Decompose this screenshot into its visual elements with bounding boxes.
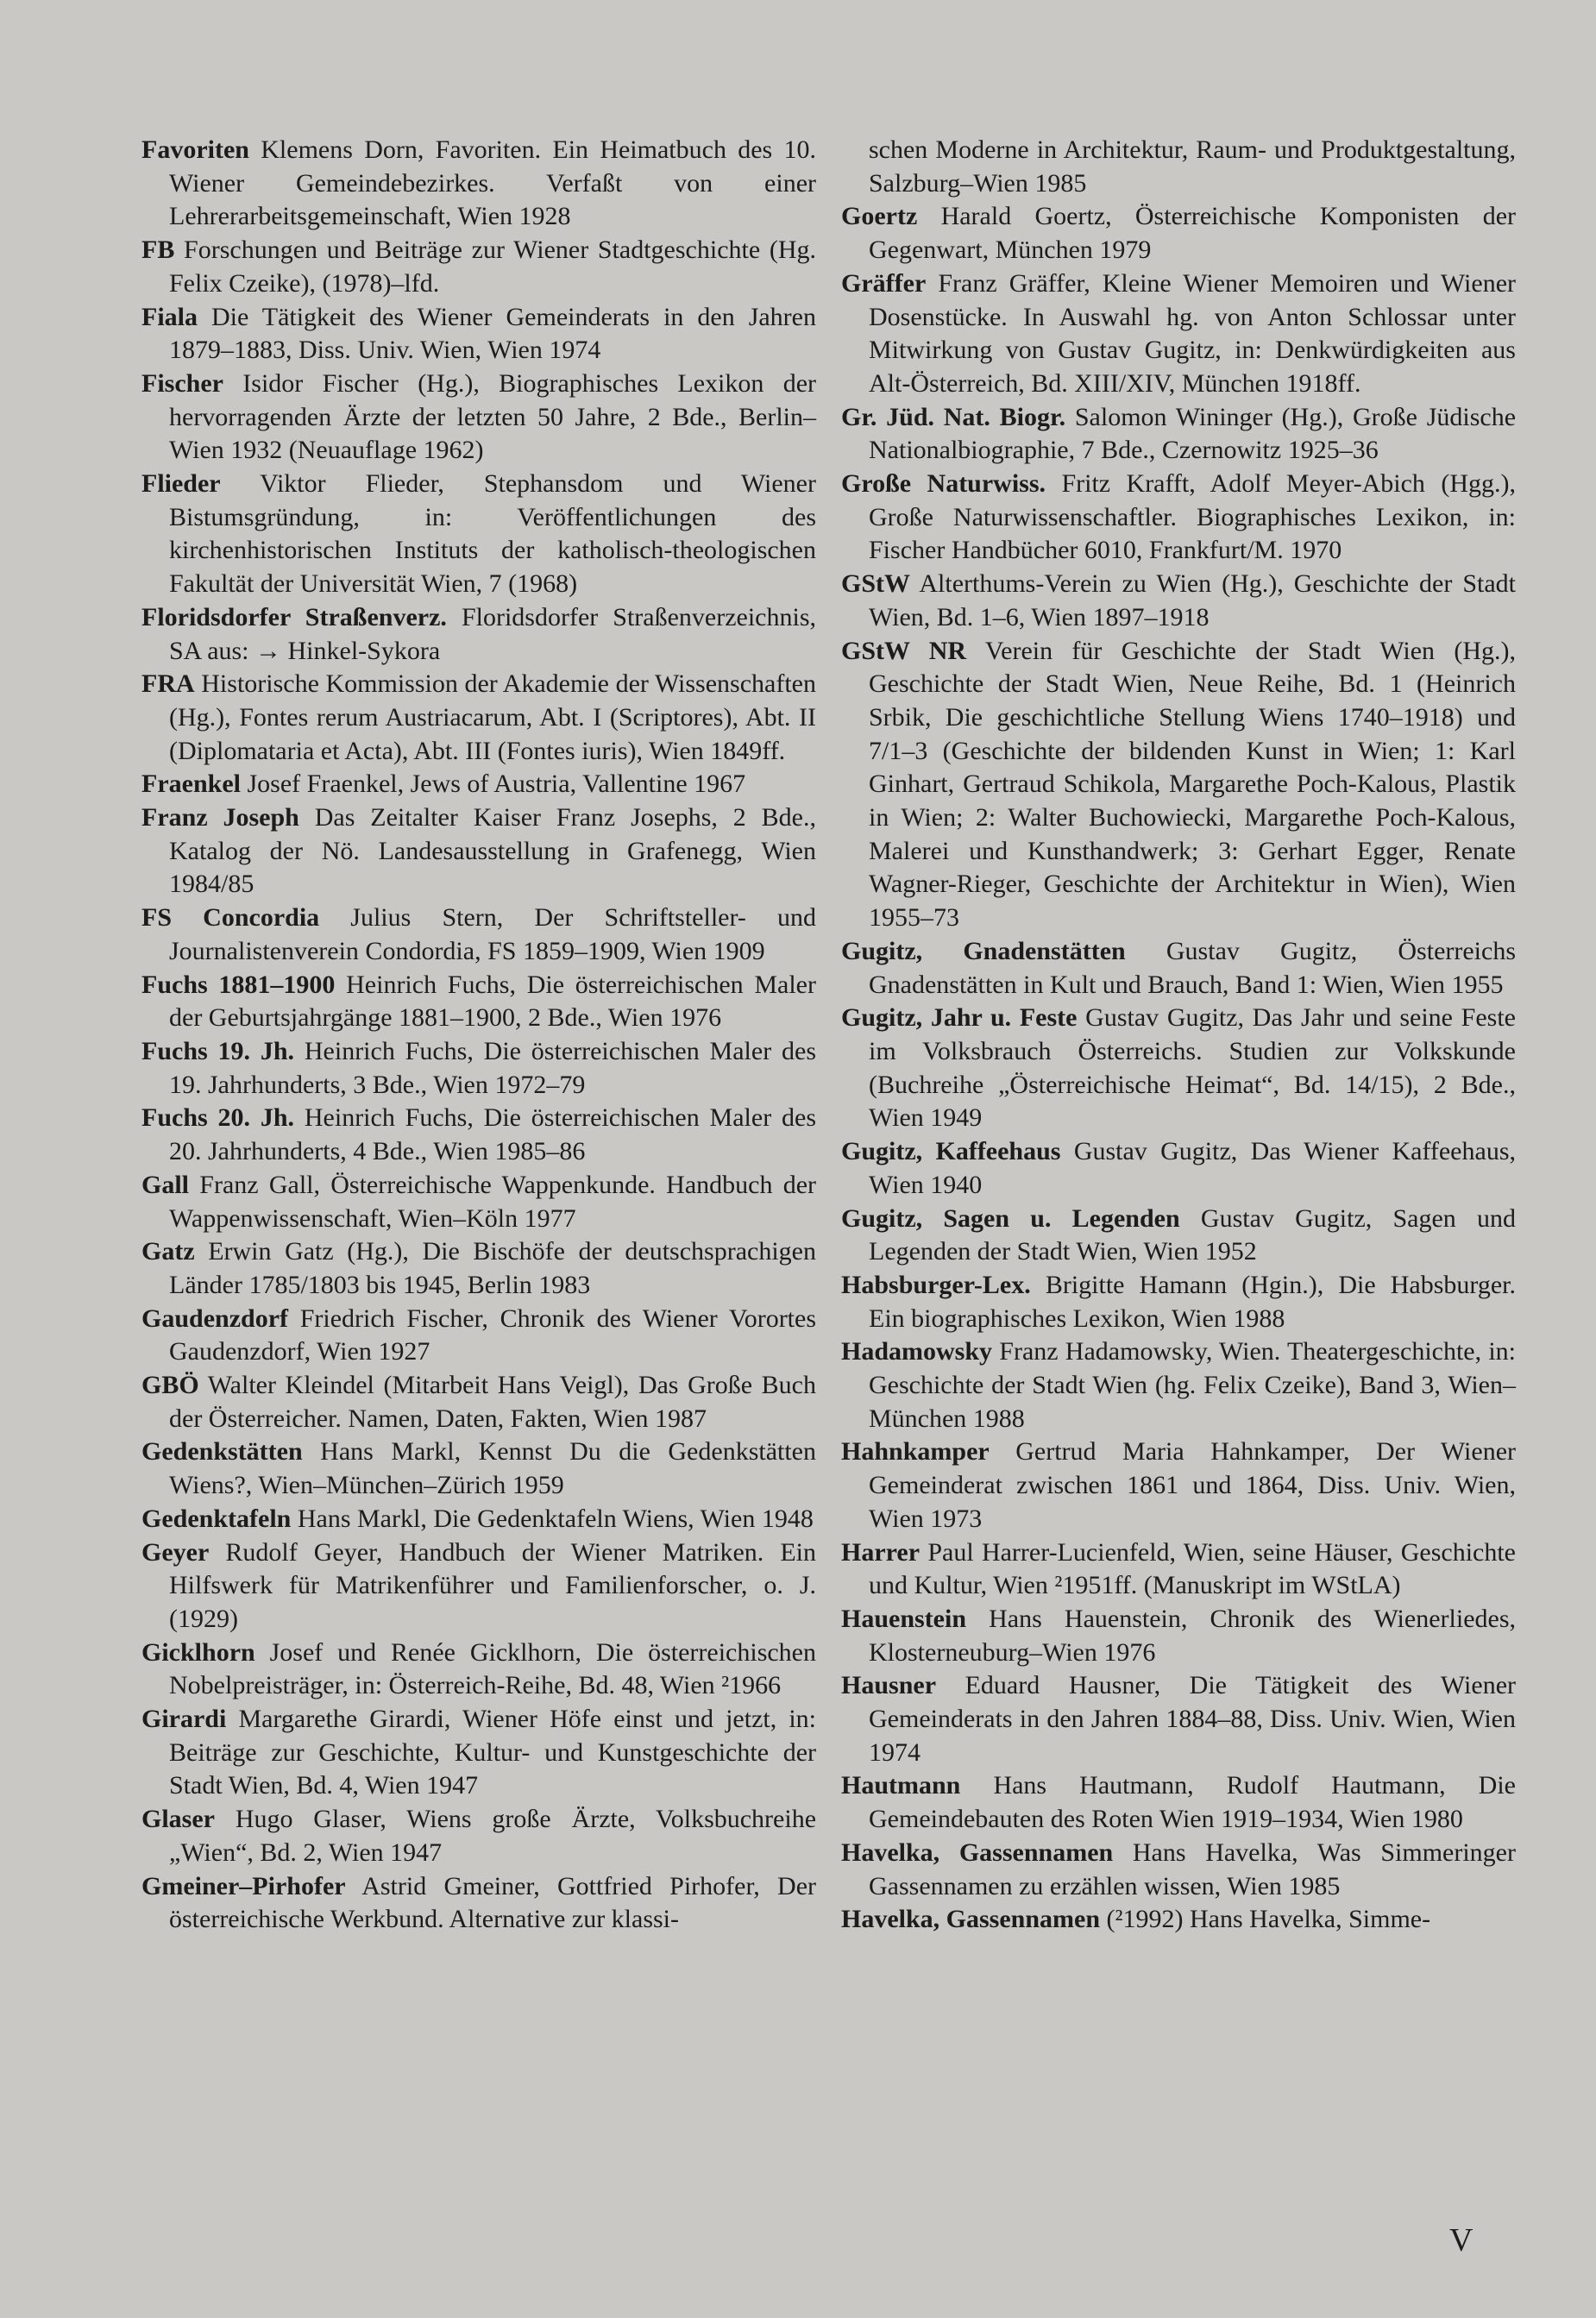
bibliography-entry	[141, 234, 816, 300]
entry-term: Floridsdorfer Straßenverz.	[141, 602, 447, 631]
bibliography-entry	[141, 668, 816, 768]
bibliography-entry	[841, 267, 1516, 401]
entry-term: Hadamowsky	[841, 1337, 993, 1366]
bibliography-entry	[841, 635, 1516, 935]
bibliography-entry	[141, 1102, 816, 1168]
bibliography-entry	[841, 1435, 1516, 1536]
entry-text: Fritz Krafft, Adolf Meyer-Abich (Hgg.), Große Naturwissenschaftler. Biographisches Lexikon, in: Fischer Handbücher 6010, Frankfurt/M. 1970	[869, 469, 1516, 565]
entry-text: Hugo Glaser, Wiens große Ärzte, Volksbuchreihe „Wien“, Bd. 2, Wien 1947	[169, 1805, 817, 1867]
entry-text: Walter Kleindel (Mitarbeit Hans Veigl), Das Große Buch der Österreicher. Namen, Daten, Fakten, Wien 1987	[169, 1371, 816, 1433]
entry-term: Gatz	[141, 1237, 195, 1266]
bibliography-entry	[841, 134, 1516, 200]
entry-term: Fuchs 1881–1900	[141, 970, 336, 999]
entry-term: Gaudenzdorf	[141, 1303, 289, 1333]
entry-text: Hans Hautmann, Rudolf Hautmann, Die Gemeindebauten des Roten Wien 1919–1934, Wien 1980	[869, 1771, 1516, 1834]
bibliography-entry	[141, 901, 816, 968]
bibliography-entry	[141, 1636, 816, 1703]
bibliography-entry	[141, 301, 816, 367]
entry-term: Fuchs 19. Jh.	[141, 1036, 295, 1065]
entry-term: Harrer	[841, 1537, 921, 1567]
entry-text: Salomon Wininger (Hg.), Große Jüdische Nationalbiographie, 7 Bde., Czernowitz 1925–36	[869, 402, 1517, 465]
bibliography-entry	[841, 1335, 1516, 1435]
entry-text: Heinrich Fuchs, Die österreichischen Maler des 20. Jahrhunderts, 4 Bde., Wien 1985–86	[169, 1103, 817, 1166]
entry-term: FB	[141, 236, 175, 265]
entry-text: Historische Kommission der Akademie der Wissenschaften (Hg.), Fontes rerum Austriacarum, Abt. I (Scriptores), Abt. II (Diplomataria et Acta), Abt. III (Fontes iuris), Wien 1849ff.	[169, 669, 816, 765]
entry-term: Hausner	[841, 1671, 937, 1700]
bibliography-entry	[141, 367, 816, 468]
entry-text: Gustav Gugitz, Österreichs Gnadenstätten in Kult und Brauch, Band 1: Wien, Wien 1955	[869, 936, 1517, 999]
entry-text: Astrid Gmeiner, Gottfried Pirhofer, Der österreichische Werkbund. Alternative zur klassi-	[169, 1871, 816, 1934]
bibliography-entry	[841, 1269, 1516, 1335]
bibliography-entry	[141, 1035, 816, 1102]
entry-text: Harald Goertz, Österreichische Komponisten der Gegenwart, München 1979	[869, 202, 1517, 265]
entry-text: Gustav Gugitz, Sagen und Legenden der Stadt Wien, Wien 1952	[869, 1203, 1516, 1266]
entry-text: Heinrich Fuchs, Die österreichischen Maler der Geburtsjahrgänge 1881–1900, 2 Bde., Wien 1976	[169, 970, 816, 1033]
entry-text: Alterthums-Verein zu Wien (Hg.), Geschichte der Stadt Wien, Bd. 1–6, Wien 1897–1918	[869, 569, 1516, 631]
entry-text: Josef und Renée Gicklhorn, Die österreichischen Nobelpreisträger, in: Österreich-Reihe, Bd. 48, Wien ²1966	[169, 1637, 817, 1700]
entry-text: Julius Stern, Der Schriftsteller- und Journalistenverein Condordia, FS 1859–1909, Wien 1909	[169, 903, 817, 965]
entry-text: Floridsdorfer Straßenverzeichnis, SA aus: → Hinkel-Sykora	[169, 602, 817, 665]
bibliography-entry	[841, 1769, 1516, 1836]
bibliography-entry	[141, 969, 816, 1035]
entry-term: Fiala	[141, 302, 198, 331]
entry-term: Fraenkel	[141, 770, 241, 799]
entry-term: Hahnkamper	[841, 1437, 990, 1467]
entry-term: FRA	[141, 669, 195, 699]
entry-term: FS Concordia	[141, 903, 320, 933]
entry-text: Franz Gräffer, Kleine Wiener Memoiren und Wiener Dosenstücke. In Auswahl hg. von Anton Schlossar unter Mitwirkung von Gustav Gugitz, in: Denkwürdigkeiten aus Alt-Österreich, Bd. XIII/XIV, München 1918ff.	[869, 268, 1516, 398]
bibliography-entry	[141, 1536, 816, 1636]
bibliography-entry	[841, 200, 1516, 267]
entry-term: GBÖ	[141, 1371, 199, 1400]
entry-text: Gustav Gugitz, Das Wiener Kaffeehaus, Wien 1940	[869, 1137, 1516, 1199]
bibliography-entry	[141, 1303, 816, 1369]
left-column	[141, 134, 816, 1937]
entry-term: Gugitz, Gnadenstätten	[841, 936, 1126, 965]
entry-term: Gr. Jüd. Nat. Biogr.	[841, 402, 1066, 431]
entry-text: Franz Gall, Österreichische Wappenkunde. Handbuch der Wappenwissenschaft, Wien–Köln 1977	[169, 1170, 817, 1233]
bibliography-entry	[141, 768, 816, 801]
entry-text: Brigitte Hamann (Hgin.), Die Habsburger. Ein biographisches Lexikon, Wien 1988	[869, 1270, 1516, 1333]
entry-term: Glaser	[141, 1805, 215, 1834]
entry-text: Viktor Flieder, Stephansdom und Wiener Bistumsgründung, in: Veröffentlichungen des kirchenhistorischen Instituts der katholisch-theologischen Fakultät der Universität Wien, 7 (1968)	[169, 469, 816, 599]
bibliography-entry	[141, 1803, 816, 1869]
entry-text: Rudolf Geyer, Handbuch der Wiener Matriken. Ein Hilfswerk für Matrikenführer und Familienforscher, o. J. (1929)	[169, 1537, 816, 1633]
bibliography-entry	[141, 801, 816, 901]
entry-text: Gustav Gugitz, Das Jahr und seine Feste im Volksbrauch Österreichs. Studien zur Volkskunde (Buchreihe „Österreichische Heimat“, Bd. 14/15), 2 Bde., Wien 1949	[869, 1003, 1516, 1133]
bibliography-entry	[841, 1669, 1516, 1769]
entry-text: Hans Markl, Kennst Du die Gedenkstätten Wiens?, Wien–München–Zürich 1959	[169, 1437, 817, 1500]
page-number: V	[1449, 2222, 1473, 2258]
entry-term: Gall	[141, 1170, 190, 1199]
entry-term: Gugitz, Sagen u. Legenden	[841, 1203, 1180, 1233]
bibliography-entry	[141, 1235, 816, 1302]
bibliography-entry	[841, 1203, 1516, 1269]
bibliography-entry	[841, 568, 1516, 634]
entry-term: Havelka, Gassennamen	[841, 1837, 1114, 1867]
bibliography-entry	[141, 468, 816, 601]
bibliography-entry	[141, 134, 816, 234]
entry-term: Geyer	[141, 1537, 210, 1567]
entry-term: Goertz	[841, 202, 918, 231]
entry-text: Hans Markl, Die Gedenktafeln Wiens, Wien 1948	[297, 1504, 814, 1533]
right-column	[841, 134, 1516, 1937]
bibliography-entry	[841, 1837, 1516, 1903]
entry-term: GStW	[841, 569, 911, 599]
entry-term: Gedenkstätten	[141, 1437, 303, 1467]
bibliography-entry	[841, 1603, 1516, 1669]
bibliography-entry	[841, 1002, 1516, 1135]
entry-term: Gugitz, Kaffeehaus	[841, 1137, 1061, 1166]
entry-text: Paul Harrer-Lucienfeld, Wien, seine Häuser, Geschichte und Kultur, Wien ²1951ff. (Manuskript im WStLA)	[869, 1537, 1517, 1600]
entry-text: Verein für Geschichte der Stadt Wien (Hg.), Geschichte der Stadt Wien, Neue Reihe, Bd. 1 (Heinrich Srbik, Die geschichtliche Stellung Wiens 1740–1918) und 7/1–3 (Geschichte der bildenden Kunst in Wien; 1: Karl Ginhart, Gertraud Schikola, Margarethe Poch-Kalous, Plastik in Wien; 2: Walter Buchowiecki, Margarethe Poch-Kalous, Malerei und Kunsthandwerk; 3: Gerhart Egger, Renate Wagner-Rieger, Geschichte der Architektur in Wien), Wien 1955–73	[869, 636, 1516, 933]
bibliography-entry	[841, 468, 1516, 568]
entry-term: Hauenstein	[841, 1604, 967, 1633]
entry-term: Fischer	[141, 368, 223, 398]
entry-term: Havelka, Gassennamen	[841, 1905, 1101, 1934]
entry-text: Forschungen und Beiträge zur Wiener Stadtgeschichte (Hg. Felix Czeike), (1978)–lfd.	[169, 236, 816, 298]
bibliography-entry	[141, 1369, 816, 1435]
entry-term: Gräffer	[841, 268, 927, 298]
bibliography-entry	[841, 1903, 1516, 1937]
entry-text: Josef Fraenkel, Jews of Austria, Vallentine 1967	[247, 770, 746, 799]
entry-term: Gedenktafeln	[141, 1504, 292, 1533]
entry-term: Flieder	[141, 469, 221, 499]
entry-term: Girardi	[141, 1705, 227, 1734]
entry-term: Favoriten	[141, 135, 249, 164]
entry-text: (²1992) Hans Havelka, Simme-	[1106, 1905, 1431, 1934]
entry-text: Hans Havelka, Was Simmeringer Gassennamen zu erzählen wissen, Wien 1985	[869, 1837, 1516, 1900]
entry-term: Gmeiner–Pirhofer	[141, 1871, 346, 1900]
bibliography-entry	[141, 601, 816, 668]
bibliography-entry	[141, 1703, 816, 1803]
entry-term: Franz Joseph	[141, 803, 299, 832]
entry-text: Franz Hadamowsky, Wien. Theatergeschichte, in: Geschichte der Stadt Wien (hg. Felix Czeike), Band 3, Wien–München 1988	[869, 1337, 1517, 1433]
entry-term: Gicklhorn	[141, 1637, 255, 1667]
entry-term: GStW NR	[841, 636, 967, 665]
entry-text: Erwin Gatz (Hg.), Die Bischöfe der deutschsprachigen Länder 1785/1803 bis 1945, Berlin 1983	[169, 1237, 816, 1299]
entry-text: Friedrich Fischer, Chronik des Wiener Vorortes Gaudenzdorf, Wien 1927	[169, 1303, 817, 1366]
entry-text: Die Tätigkeit des Wiener Gemeinderats in den Jahren 1879–1883, Diss. Univ. Wien, Wien 1974	[169, 302, 816, 365]
entry-term: Hautmann	[841, 1771, 961, 1800]
entry-text: Eduard Hausner, Die Tätigkeit des Wiener Gemeinderats in den Jahren 1884–88, Diss. Univ. Wien, Wien 1974	[869, 1671, 1517, 1767]
entry-term: Gugitz, Jahr u. Feste	[841, 1003, 1078, 1033]
bibliography-entry	[141, 1435, 816, 1502]
entry-term: Habsburger-Lex.	[841, 1270, 1031, 1299]
entry-text: Heinrich Fuchs, Die österreichischen Maler des 19. Jahrhunderts, 3 Bde., Wien 1972–79	[169, 1036, 817, 1099]
entry-term: Große Naturwiss.	[841, 469, 1046, 499]
bibliography-entry	[841, 401, 1516, 468]
bibliography-entry	[141, 1870, 816, 1937]
entry-text: Isidor Fischer (Hg.), Biographisches Lexikon der hervorragenden Ärzte der letzten 50 Jahre, 2 Bde., Berlin–Wien 1932 (Neuauflage 1962)	[169, 368, 817, 465]
bibliography-entry	[141, 1503, 816, 1536]
bibliography-entry	[841, 1135, 1516, 1202]
entry-term: Fuchs 20. Jh.	[141, 1103, 295, 1133]
entry-text: Klemens Dorn, Favoriten. Ein Heimatbuch des 10. Wiener Gemeindebezirkes. Verfaßt von einer Lehrerarbeitsgemeinschaft, Wien 1928	[169, 135, 817, 231]
bibliography-entry	[841, 1536, 1516, 1603]
entry-text: Das Zeitalter Kaiser Franz Josephs, 2 Bde., Katalog der Nö. Landesausstellung in Grafenegg, Wien 1984/85	[169, 803, 816, 899]
entry-text: Gertrud Maria Hahnkamper, Der Wiener Gemeinderat zwischen 1861 und 1864, Diss. Univ. Wien, Wien 1973	[869, 1437, 1516, 1533]
entry-text: Hans Hauenstein, Chronik des Wienerliedes, Klosterneuburg–Wien 1976	[869, 1604, 1516, 1667]
entry-text: schen Moderne in Architektur, Raum- und Produktgestaltung, Salzburg–Wien 1985	[869, 135, 1516, 198]
bibliography-entry	[141, 1169, 816, 1235]
entry-text: Margarethe Girardi, Wiener Höfe einst und jetzt, in: Beiträge zur Geschichte, Kultur- und Kunstgeschichte der Stadt Wien, Bd. 4, Wien 1947	[169, 1705, 816, 1800]
bibliography-entry	[841, 935, 1516, 1002]
